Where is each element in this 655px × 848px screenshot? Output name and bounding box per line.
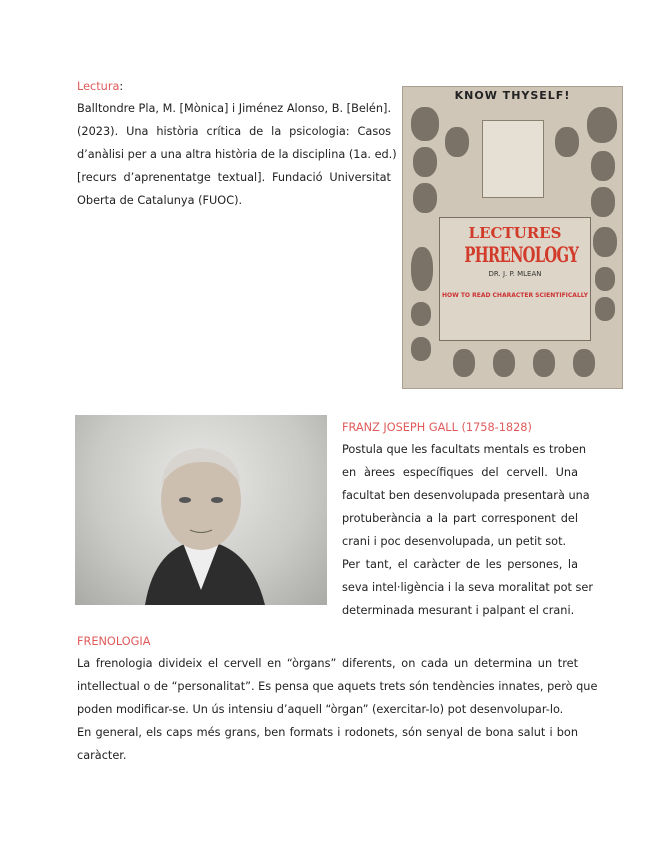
text-line: crani i poc desenvolupada, un petit sot.	[342, 535, 567, 548]
poster-subtitle: HOW TO READ CHARACTER SCIENTIFICALLY	[441, 292, 588, 299]
poster-title-1: LECTURES	[468, 224, 562, 242]
text-line: d’anàlisi per a una altra història de la disciplina (1a. ed.)	[77, 148, 397, 161]
text-line: Postula que les facultats mentals es troben	[342, 443, 587, 456]
frenologia-section	[77, 631, 598, 767]
frenologia-heading: FRENOLOGIA	[77, 635, 151, 648]
text-line: en àrees específiques del cervell. Una	[342, 466, 578, 479]
lectura-section	[77, 76, 397, 212]
text-line: determinada mesurant i palpant el crani.	[342, 604, 575, 617]
text-line: seva intel·ligència i la seva moralitat pot ser	[342, 581, 593, 594]
portrait-illustration	[75, 415, 327, 605]
text-line: facultat ben desenvolupada presentarà una	[342, 489, 590, 502]
text-line: protuberància a la part corresponent del	[342, 512, 578, 525]
poster-title-panel	[439, 217, 591, 341]
poster-top-text: KNOW THYSELF!	[454, 89, 571, 102]
gall-heading: FRANZ JOSEPH GALL (1758-1828)	[342, 421, 532, 434]
text-line: Oberta de Catalunya (FUOC).	[77, 194, 243, 207]
phrenology-head-illustration	[482, 120, 544, 198]
text-line: En general, els caps més grans, ben formats i rodonets, són senyal de bona salut i bon	[77, 726, 578, 739]
text-line: La frenologia divideix el cervell en “òrgans” diferents, on cada un determina un tret	[77, 657, 578, 670]
gall-portrait-image	[75, 415, 327, 605]
text-line: (2023). Una història crítica de la psicologia: Casos	[77, 125, 391, 138]
text-line: Balltondre Pla, M. [Mònica] i Jiménez Alonso, B. [Belén].	[77, 102, 392, 115]
poster-title-2: PHRENOLOGY	[464, 242, 579, 267]
text-line: Per tant, el caràcter de les persones, la	[342, 558, 578, 571]
text-line: poden modificar-se. Un ús intensiu d’aquell “òrgan” (exercitar-lo) pot desenvolupar-lo.	[77, 703, 564, 716]
lectura-heading: Lectura:	[77, 80, 124, 93]
text-line: caràcter.	[77, 749, 127, 762]
text-line: intellectual o de “personalitat”. Es pensa que aquets trets són tendències innates, però que	[77, 680, 598, 693]
phrenology-poster-image	[402, 86, 623, 389]
poster-author: DR. J. P. MLEAN	[488, 270, 542, 278]
gall-section	[342, 417, 593, 622]
text-line: [recurs d’aprenentatge textual]. Fundació Universitat	[77, 171, 391, 184]
